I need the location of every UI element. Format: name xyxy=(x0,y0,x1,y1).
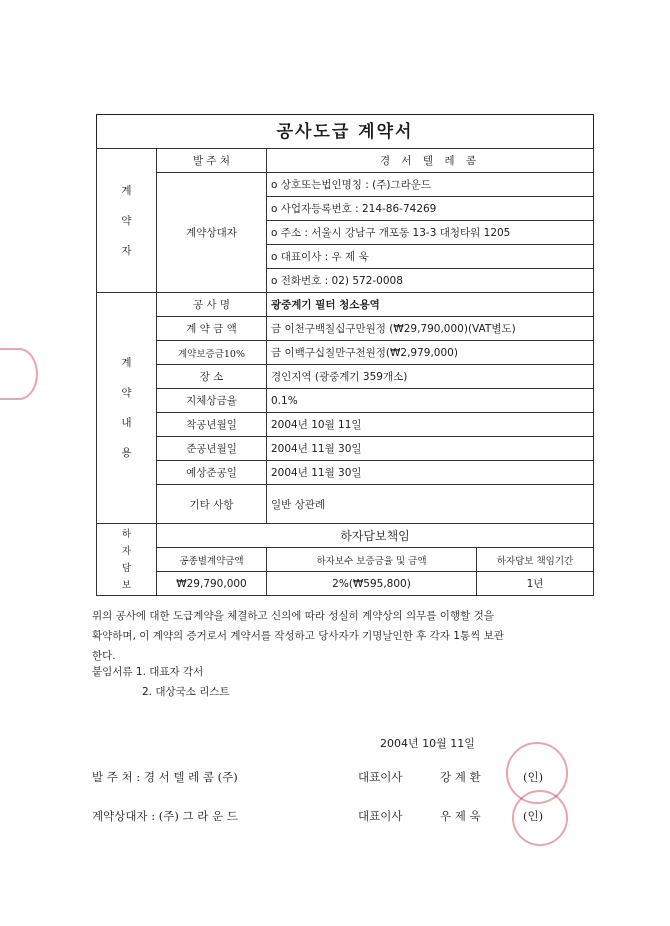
body-paragraph xyxy=(92,606,592,666)
completion-date-label: 준공년월일 xyxy=(157,437,267,461)
client-signature-seal-mark: (인) xyxy=(523,770,544,784)
warranty-col-deposit: 하자보수 보증금율 및 금액 xyxy=(267,548,477,572)
counterparty-signature-name: 우 제 욱 xyxy=(440,809,481,823)
attachments xyxy=(92,662,592,702)
body-line: 한다. xyxy=(92,650,116,662)
penalty-rate-label: 지체상금율 xyxy=(157,389,267,413)
warranty-section-label: 하 자 담 보 xyxy=(97,524,157,596)
warranty-col-amount: 공종별계약금액 xyxy=(157,548,267,572)
warranty-period-value: 1년 xyxy=(477,572,594,596)
client-label: 발 주 처 xyxy=(157,149,267,173)
counterparty-label: 계약상대자 xyxy=(157,173,267,293)
project-name-value: 광중계기 필터 청소용역 xyxy=(267,293,594,317)
counterparty-company: o 상호또는법인명칭 : (주)그라운드 xyxy=(267,173,594,197)
contract-amount-label: 계 약 금 액 xyxy=(157,317,267,341)
client-signature-title: 대표이사 xyxy=(358,770,403,784)
client-row xyxy=(97,149,594,173)
project-name-label: 공 사 명 xyxy=(157,293,267,317)
counterparty-seal-stamp xyxy=(512,790,568,846)
start-date-label: 착공년월일 xyxy=(157,413,267,437)
penalty-rate-value: 0.1% xyxy=(267,389,594,413)
content-section-label: 계 약 내 용 xyxy=(97,293,157,524)
contract-amount-value: 금 이천구백칠십구만원정 (₩29,790,000)(VAT별도) xyxy=(267,317,594,341)
warranty-heading: 하자담보책임 xyxy=(157,524,594,548)
contract-title: 공사도급 계약서 xyxy=(96,114,594,149)
counterparty-address: o 주소 : 서울시 강남구 개포동 13-3 대청타워 1205 xyxy=(267,221,594,245)
deposit-value: 금 이백구십칠만구천원정(₩2,979,000) xyxy=(267,341,594,365)
counterparty-signature-role: 계약상대자 : (주) 그 라 운 드 xyxy=(92,809,238,823)
counterparty-phone: o 전화번호 : 02) 572-0008 xyxy=(267,269,594,293)
client-signature-name: 강 계 환 xyxy=(440,770,481,784)
contract-date: 2004년 10월 11일 xyxy=(380,737,475,750)
completion-date-value: 2004년 11월 30일 xyxy=(267,437,594,461)
counterparty-signature-title: 대표이사 xyxy=(358,809,403,823)
body-line: 위의 공사에 대한 도급계약을 체결하고 신의에 따라 성실히 계약상의 의무를 이행할 것을 xyxy=(92,610,494,622)
left-margin-seal-stamp xyxy=(0,348,38,400)
body-line: 확약하며, 이 계약의 증거로서 계약서를 작성하고 당사자가 기명날인한 후 각자 1통씩 보관 xyxy=(92,630,504,642)
counterparty-reg-no: o 사업자등록번호 : 214-86-74269 xyxy=(267,197,594,221)
other-terms-value: 일반 상관례 xyxy=(267,485,594,524)
attachment-item-2: 2. 대상국소 리스트 xyxy=(142,686,230,698)
other-terms-label: 기타 사항 xyxy=(157,485,267,524)
location-value: 경인지역 (광중계기 359개소) xyxy=(267,365,594,389)
expected-completion-value: 2004년 11월 30일 xyxy=(267,461,594,485)
contractor-section-label: 계 약 자 xyxy=(97,149,157,293)
location-label: 장 소 xyxy=(157,365,267,389)
counterparty-ceo: o 대표이사 : 우 제 욱 xyxy=(267,245,594,269)
client-name: 경 서 텔 레 콤 xyxy=(267,149,594,173)
deposit-label: 계약보증금10% xyxy=(157,341,267,365)
warranty-deposit-value: 2%(₩595,800) xyxy=(267,572,477,596)
start-date-value: 2004년 10월 11일 xyxy=(267,413,594,437)
contract-table xyxy=(96,148,594,596)
warranty-col-period: 하자담보 책임기간 xyxy=(477,548,594,572)
expected-completion-label: 예상준공일 xyxy=(157,461,267,485)
client-signature-role: 발 주 처 : 경 서 텔 레 콤 (주) xyxy=(92,770,238,784)
counterparty-signature-seal-mark: (인) xyxy=(523,809,544,823)
warranty-amount-value: ₩29,790,000 xyxy=(157,572,267,596)
attachment-item-1: 붙임서류 1. 대표자 각서 xyxy=(92,666,204,678)
